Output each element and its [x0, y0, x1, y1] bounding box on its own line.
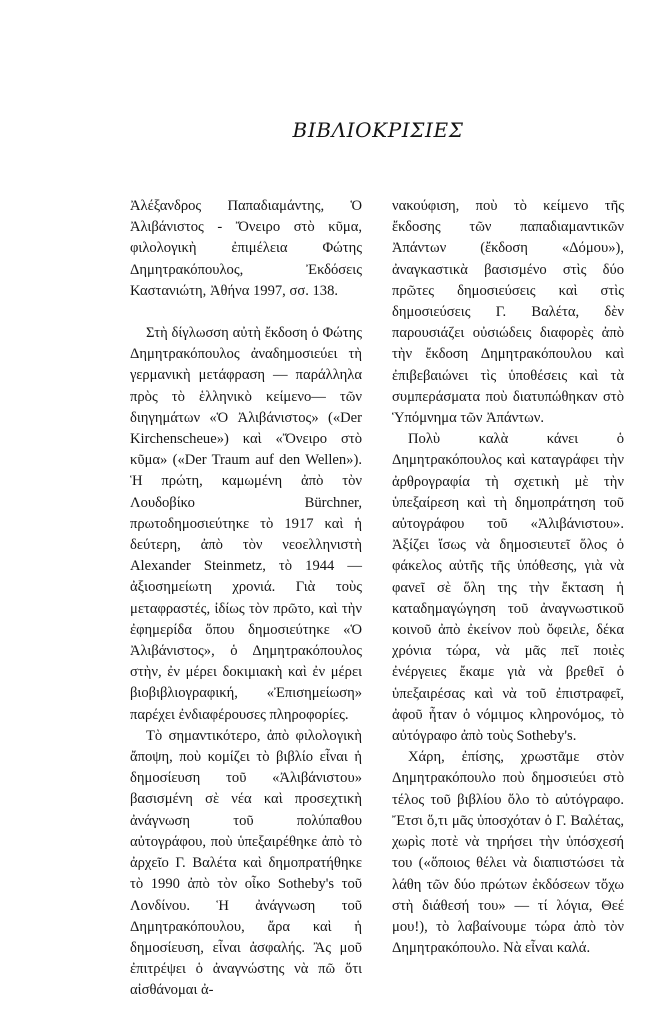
right-column — [392, 196, 624, 959]
review-paragraph-2: Τὸ σημαντικότερο, ἀπὸ φιλολογικὴ ἄποψη, ποὺ κομίζει τὸ βιβλίο εἶναι ἡ δημοσίευση τοῦ «Ἀλιβάνιστου» βασισμένη σὲ νέα καὶ προσεχτικὴ ἀνάγνωση τοῦ πολύπαθου αὐτογράφου, ποὺ ὑπεξαιρέθηκε ἀπὸ τὸ ἀρχεῖο Γ. Βαλέτα καὶ δημοπρατήθηκε τὸ 1990 ἀπὸ τὸν οἶκο Sotheby's τοῦ Λονδίνου. Ἡ ἀνάγνωση τοῦ Δημητρακόπουλου, ἄρα καὶ ἡ δημοσίευση, εἶναι ἀσφαλής. Ἂς μοῦ ἐπιτρέψει ὁ ἀναγνώστης νὰ πῶ ὅτι αἰσθάνομαι ἀ- — [130, 727, 362, 999]
review-paragraph-5: Χάρη, ἐπίσης, χρωστᾶμε στὸν Δημητρακόπουλο ποὺ δημοσιεύει στὸ τέλος τοῦ βιβλίου ὅλο τὸ αὐτόγραφο. Ἔτσι ὅ,τι μᾶς ὑποσχόταν ὁ Γ. Βαλέτας, χωρὶς ποτὲ νὰ τηρήσει τὴν ὑπόσχεσή του («ὅποιος θέλει νὰ διαπιστώσει τὰ λάθη τῶν δύο πρώτων ἐκδόσεων τὄχω στὴ διάθεσή του» — τί λόγια, Θεέ μου!), τὸ λαβαίνουμε τώρα ἀπὸ τὸν Δημητρακόπουλο. Νὰ εἶναι καλά. — [392, 749, 624, 957]
review-paragraph-1: Στὴ δίγλωσση αὐτὴ ἔκδοση ὁ Φώτης Δημητρακόπουλος ἀναδημοσιεύει τὴ γερμανικὴ μετάφραση — παράλληλα πρὸς τὸ ἑλληνικὸ κείμενο— τῶν διηγημάτων «Ὁ Ἀλιβάνιστος» («Der Kirchenscheue») καὶ «Ὄνειρο στὸ κῦμα» («Der Traum auf den Wellen»). Ἡ πρώτη, καμωμένη ἀπὸ τὸν Λουδοβίκο Bürchner, πρωτοδημοσιεύτηκε τὸ 1917 καὶ ἡ δεύτερη, ἀπὸ τὸν νεοελληνιστὴ Alexander Steinmetz, τὸ 1944 — ἀξιοσημείωτη χρονιά. Γιὰ τοὺς μεταφραστές, ἰδίως τὸν πρῶτο, καὶ τὴν ἐφημερίδα ὅπου δημοσιεύτηκε «Ὁ Ἀλιβάνιστος», ὁ Δημητρακόπουλος στὴν, ἐν μέρει δοκιμιακὴ καὶ ἐν μέρει βιοβιβλιογραφική, «Ἐπισημείωση» παρέχει ἐνδιαφέρουσες πληροφορίες. — [130, 325, 362, 723]
review-paragraph-3: νακούφιση, ποὺ τὸ κείμενο τῆς ἔκδοσης τῶν παπαδιαμαντικῶν Ἀπάντων (ἔκδοση «Δόμου»), ἀναγκαστικὰ βασισμένο στὶς δύο πρῶτες δημοσιεύσεις καὶ στὶς δημοσιεύσεις Γ. Βαλέτα, δὲν παρουσιάζει οὐσιώδεις διαφορὲς ἀπὸ τὴν ἔκδοση Δημητρακόπουλου καὶ ἐπιβεβαιώνει τὶς ὑποθέσεις καὶ τὰ συμπεράσματα ποὺ διατυπώθηκαν στὸ Ὑπόμνημα τῶν Ἀπάντων. — [392, 198, 624, 427]
section-title: ΒΙΒΛΙΟΚΡΙΣΙΕΣ — [292, 118, 464, 142]
left-column — [130, 196, 362, 1002]
review-paragraph-4: Πολὺ καλὰ κάνει ὁ Δημητρακόπουλος καὶ καταγράφει τὴν ἀρθρογραφία τὴ σχετικὴ μὲ τὴν ὑπεξαίρεση καὶ τὴ δημοπράτηση τοῦ αὐτογράφου τοῦ «Ἀλιβάνιστου». Ἀξίζει ἴσως νὰ δημοσιευτεῖ ὅλος ὁ φάκελος αὐτῆς τῆς ὑπόθεσης, γιὰ νὰ φανεῖ σὲ ὅλη της τὴν ἔκταση ἡ καταδημαγώγηση τοῦ ἀναγνωστικοῦ κοινοῦ ἀπὸ ἐκείνον ποὺ ὄφειλε, δέκα χρόνια τώρα, νὰ μᾶς πεῖ ποιὲς ἐνέργειες ἔκαμε γιὰ νὰ βρεθεῖ ὁ ὑπεξαιρέσας καὶ νὰ τοῦ ἐπιστραφεῖ, ἀφοῦ ἦταν ὁ νόμιμος κληρονόμος, τὸ αὐτόγραφο ἀπὸ τοὺς Sotheby's. — [392, 431, 624, 745]
book-citation: Ἀλέξανδρος Παπαδιαμάντης, Ὁ Ἀλιβάνιστος - Ὄνειρο στὸ κῦμα, φιλολογικὴ ἐπιμέλεια Φώτης Δημητρακόπουλος, Ἐκδόσεις Καστανιώτη, Ἀθήνα 1997, σσ. 138. — [130, 198, 362, 299]
